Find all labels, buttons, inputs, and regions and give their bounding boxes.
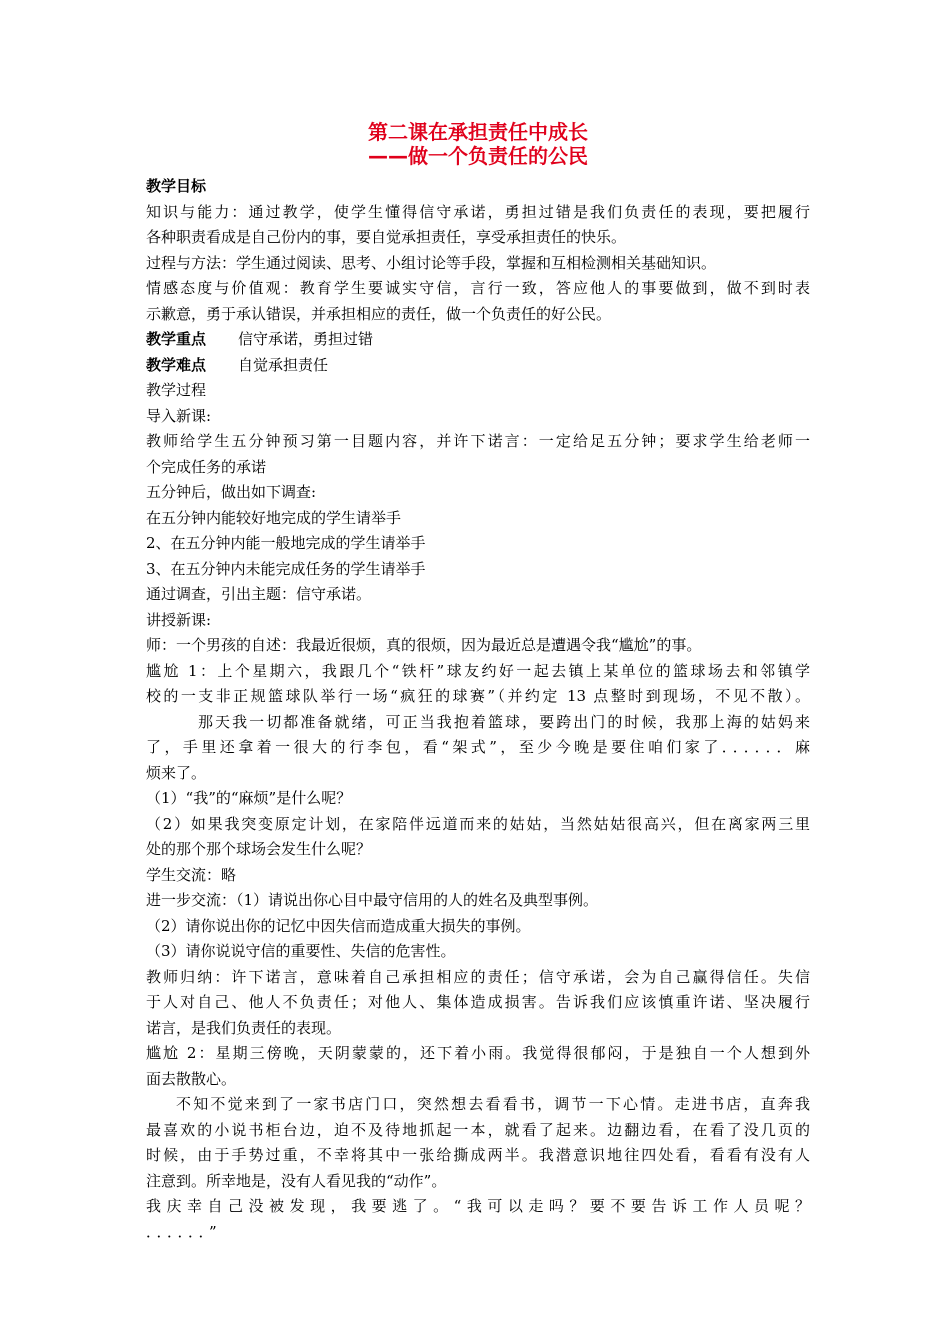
case1-line3: 那天我一切都准备就绪，可正当我抱着篮球，要跨出门的时候，我那上海的姑妈来	[198, 712, 810, 731]
question-2-line2: 处的那个那个球场会发生什么呢？	[146, 840, 372, 858]
survey-text: 五分钟后，做出如下调查:	[146, 483, 317, 501]
case2-line3: 不知不觉来到了一家书店门口，突然想去看看书，调节一下心情。走进书店，直奔我	[176, 1095, 810, 1113]
case1-line2: 校的一支非正规篮球队举行一场“疯狂的球赛”（并约定 13 点整时到现场，不见不散）。	[146, 687, 810, 705]
case1-line1: 尴尬 1：上个星期六，我跟几个“铁杆”球友约好一起去镇上某单位的篮球场去和邻镇学	[146, 661, 810, 680]
process-heading: 教学过程	[146, 381, 207, 399]
theme-text: 通过调查，引出主题：信守承诺。	[146, 585, 372, 603]
difficulty-row	[146, 353, 810, 379]
further-exchange: 进一步交流：（1）请说出你心目中最守信用的人的姓名及典型事例。	[146, 891, 599, 909]
case2-line2: 面去散散心。	[146, 1069, 237, 1088]
further-item-2: （2）请你说出你的记忆中因失信而造成重大损失的事例。	[146, 916, 531, 935]
summary-line2: 于人对自己、他人不负责任；对他人、集体造成损害。告诉我们应该慎重许诺、坚决履行	[146, 993, 810, 1011]
key-point-label: 教学重点	[146, 330, 207, 348]
objective-attitude-line1: 情感态度与价值观：教育学生要诚实守信，言行一致，答应他人的事要做到，做不到时表	[146, 279, 810, 297]
objective-knowledge-line2: 各种职责看成是自己份内的事，要自觉承担责任，享受承担责任的快乐。	[146, 228, 627, 246]
objective-attitude-line2: 示歉意，勇于承认错误，并承担相应的责任，做一个负责任的好公民。	[146, 304, 612, 323]
survey-item-3: 3、在五分钟内未能完成任务的学生请举手	[146, 559, 426, 578]
document-title: 第二课在承担责任中成长	[368, 120, 588, 144]
key-point-row	[146, 327, 810, 353]
survey-item-2: 2、在五分钟内能一般地完成的学生请举手	[146, 534, 426, 552]
case1-line4: 了，手里还拿着一很大的行李包，看“架式”，至少今晚是要住咱们家了．．．．．．麻	[146, 738, 810, 756]
objective-process: 过程与方法：学生通过阅读、思考、小组讨论等手段，掌握和互相检测相关基础知识。	[146, 253, 717, 272]
question-1: （1）“我”的“麻烦”是什么呢？	[146, 789, 352, 807]
difficulty-value: 自觉承担责任	[238, 355, 329, 374]
intro-paragraph-line1: 教师给学生五分钟预习第一目题内容，并许下诺言：一定给足五分钟；要求学生给老师一	[146, 432, 810, 450]
lecture-heading: 讲授新课:	[146, 610, 212, 629]
document-page	[146, 120, 810, 1245]
intro-paragraph-line2: 个完成任务的承诺	[146, 457, 267, 476]
objective-knowledge-line1: 知识与能力：通过教学，使学生懂得信守承诺，勇担过错是我们负责任的表现，要把履行	[146, 202, 810, 221]
student-exchange: 学生交流：略	[146, 865, 237, 884]
question-2-line1: （2）如果我突变原定计划，在家陪伴远道而来的姑姑，当然姑姑很高兴，但在离家两三里	[146, 814, 810, 833]
case2-line1: 尴尬 2：星期三傍晚，天阴蒙蒙的，还下着小雨。我觉得很郁闷，于是独自一个人想到外	[146, 1044, 810, 1062]
key-point-value: 信守承诺，勇担过错	[238, 330, 374, 348]
case2-line5: 时候，由于手势过重，不幸将其中一张给撕成两半。我潜意识地往四处看，看看有没有人	[146, 1146, 810, 1164]
teacher-text: 师：一个男孩的自述：我最近很烦，真的很烦，因为最近总是遭遇令我“尴尬”的事。	[146, 636, 702, 654]
case2-line6: 注意到。所幸地是，没有人看见我的“动作”。	[146, 1171, 447, 1190]
objectives-heading: 教学目标	[146, 177, 207, 195]
case2-line4: 最喜欢的小说书柜台边，迫不及待地抓起一本，就看了起来。边翻边看，在看了没几页的	[146, 1120, 810, 1139]
case2-line7: 我庆幸自己没被发现，我要逃了。“我可以走吗？要不要告诉工作人员呢？	[146, 1197, 810, 1215]
case2-line8: ．．．．．．”	[146, 1222, 220, 1241]
case1-line5: 烦来了。	[146, 763, 207, 782]
difficulty-label: 教学难点	[146, 355, 207, 374]
summary-line1: 教师归纳：许下诺言，意味着自己承担相应的责任；信守承诺，会为自己赢得信任。失信	[146, 967, 810, 986]
survey-item-1: 在五分钟内能较好地完成的学生请举手	[146, 508, 402, 527]
summary-line3: 诺言，是我们负责任的表现。	[146, 1018, 342, 1037]
document-subtitle: ——做一个负责任的公民	[368, 144, 588, 168]
further-item-3: （3）请你说说守信的重要性、失信的危害性。	[146, 942, 456, 960]
intro-heading: 导入新课:	[146, 406, 212, 425]
